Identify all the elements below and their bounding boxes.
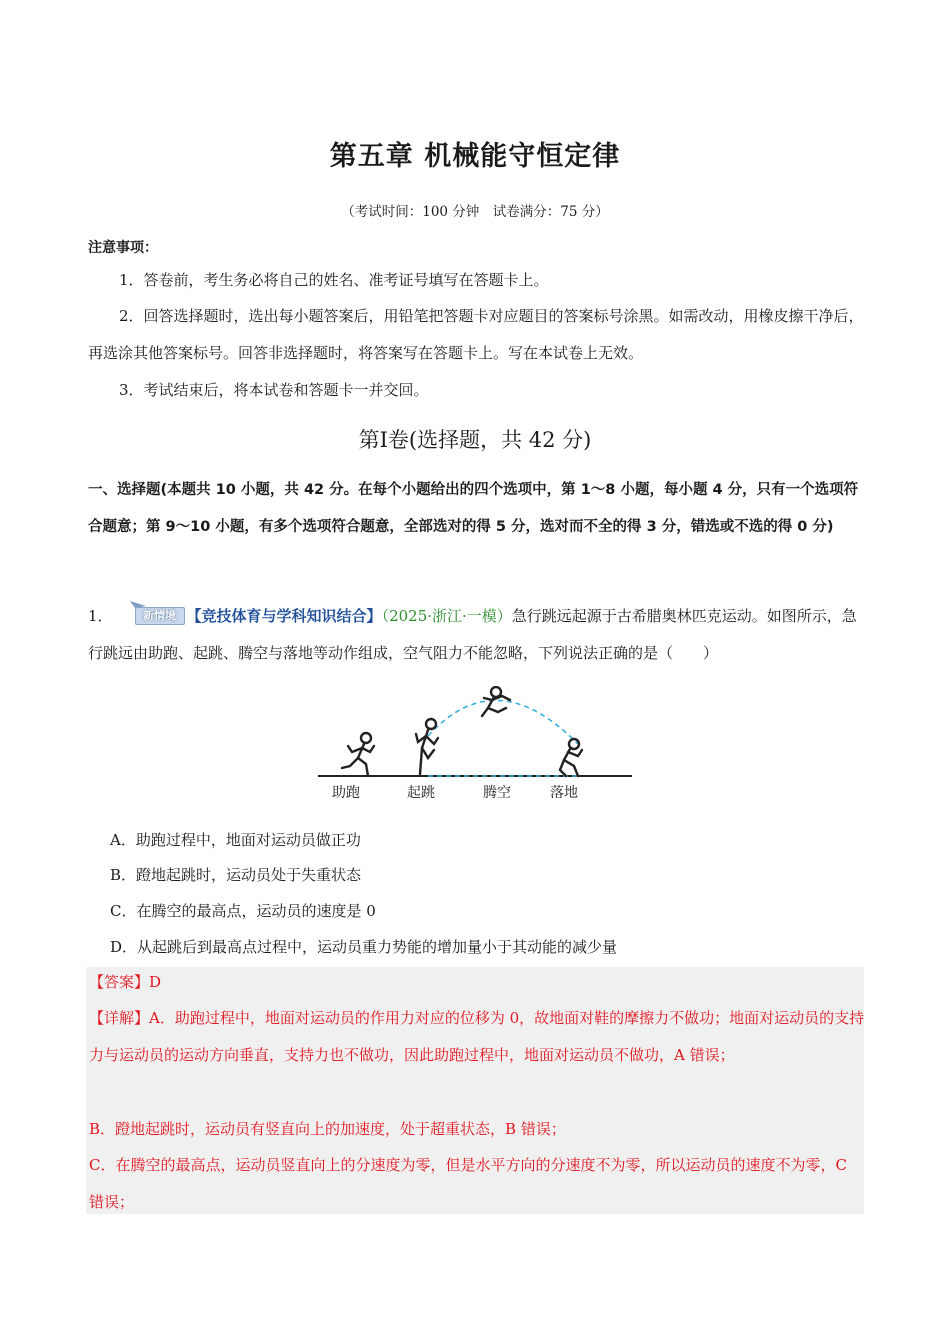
badge-label: 新情境 [135, 607, 185, 625]
detail-a [89, 1000, 865, 1074]
question-number: 1． [88, 607, 113, 625]
long-jump-figure [316, 686, 636, 806]
option-b: B．蹬地起跳时，运动员处于失重状态 [110, 866, 362, 884]
figure-label-landing: 落地 [550, 785, 578, 801]
notes-heading: 注意事项： [88, 240, 158, 256]
question-text: 急行跳远起源于古希腊奥林匹克运动。如图所示，急行跳远由助跑、起跳、腾空与落地等动作组成，空气阻力不能忽略，下列说法正确的是（ ） [88, 607, 857, 662]
detail-c: C．在腾空的最高点，运动员竖直向上的分速度为零，但是水平方向的分速度不为零，所以运动员的速度不为零，C 错误； [89, 1156, 847, 1211]
new-context-badge [131, 604, 183, 624]
part-one-instructions: 一、选择题(本题共 10 小题，共 42 分。在每个小题给出的四个选项中，第 1～8 小题，每小题 4 分，只有一个选项符合题意；第 9～10 小题，有多个选项符合题意，全部选对的得 5 分，选对而不全的得 3 分，错选或不选的得 0 分) [88, 482, 859, 535]
detail-a-text: A．助跑过程中，地面对运动员的作用力对应的位移为 0，故地面对鞋的摩擦力不做功；地面对运动员的支持力与运动员的运动方向垂直，支持力也不做功，因此助跑过程中，地面对运动员不做功，A 错误； [89, 1009, 865, 1064]
answer: 【答案】D [89, 973, 162, 991]
trajectory-curve [428, 700, 578, 744]
question-1-stem [88, 598, 864, 672]
runner-icon [342, 733, 374, 776]
option-c: C．在腾空的最高点，运动员的速度是 0 [110, 902, 376, 920]
exam-info: （考试时间：100 分钟 试卷满分：75 分） [341, 204, 609, 220]
page-title: 第五章 机械能守恒定律 [329, 141, 621, 172]
takeoff-icon [416, 719, 438, 774]
section-title: 第Ⅰ卷(选择题，共 42 分) [358, 428, 592, 452]
figure-label-run: 助跑 [332, 785, 360, 801]
option-d: D．从起跳后到最高点过程中，运动员重力势能的增加量小于其动能的减少量 [110, 938, 618, 956]
flight-icon [482, 687, 510, 716]
note-item-3: 3．考试结束后，将本试卷和答题卡一并交回。 [119, 381, 429, 399]
figure-label-takeoff: 起跳 [407, 785, 435, 801]
note-item-1: 1．答卷前，考生务必将自己的姓名、准考证号填写在答题卡上。 [119, 271, 549, 289]
option-a: A．助跑过程中，地面对运动员做正功 [110, 831, 361, 849]
note-item-2: 2．回答选择题时，选出每小题答案后，用铅笔把答题卡对应题目的答案标号涂黑。如需改动，用橡皮擦干净后，再选涂其他答案标号。回答非选择题时，将答案写在答题卡上。写在本试卷上无效。 [88, 307, 864, 362]
landing-icon [560, 739, 582, 776]
detail-b: B．蹬地起跳时，运动员有竖直向上的加速度，处于超重状态，B 错误； [89, 1120, 566, 1138]
figure-label-flight: 腾空 [483, 785, 511, 801]
topic-tag: 【竞技体育与学科知识结合】 [186, 607, 382, 625]
detail-label: 【详解】 [89, 1009, 150, 1027]
question-source: （2025·浙江·一模） [381, 607, 512, 625]
